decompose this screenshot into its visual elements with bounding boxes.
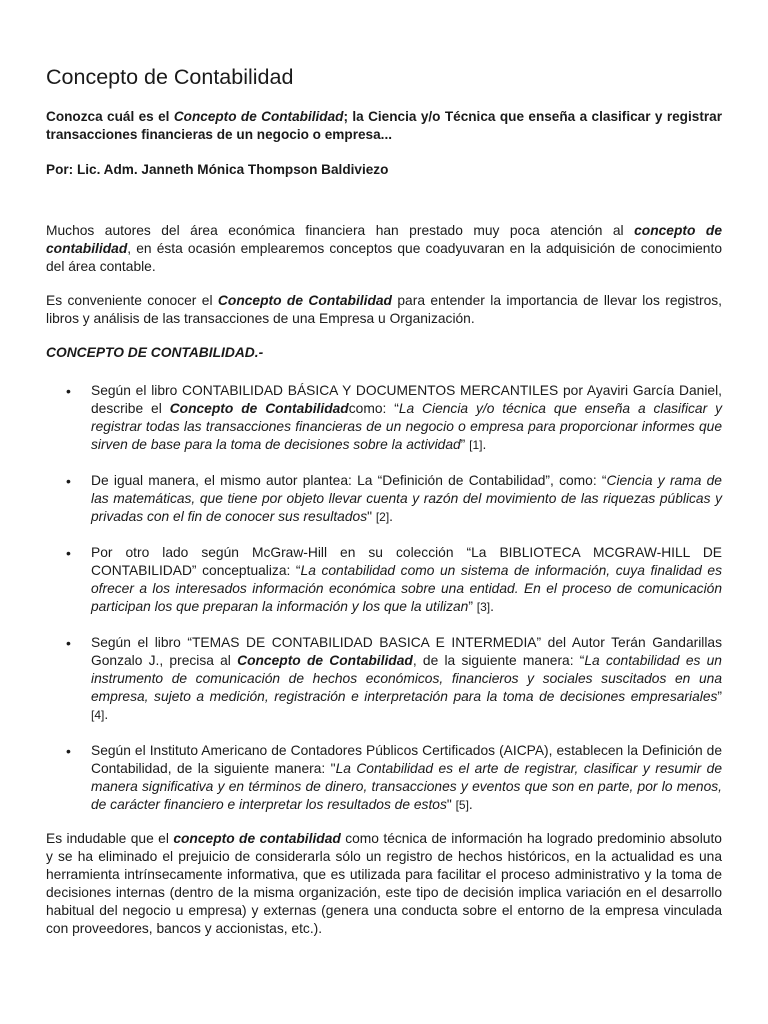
intro-paragraph-1: Muchos autores del área económica financiera han prestado muy poca atención al concepto de contabilidad, en ésta ocasión emplearemos conceptos que coadyuvaran en la adquisición de conocimiento del área contable. (46, 223, 722, 274)
footnote-ref: [3] (476, 600, 491, 614)
subtitle-emphasis: Concepto de Contabilidad (173, 109, 344, 124)
author-line: Por: Lic. Adm. Janneth Mónica Thompson Baldiviezo (46, 162, 389, 177)
footnote-ref: [2] (375, 510, 390, 524)
footnote-ref: [5] (455, 798, 469, 812)
list-item: • Según el Instituto Americano de Contadores Públicos Certificados (AICPA), establecen la Definición de Contabilidad, de la siguiente manera: "La Contabilidad es el arte de registrar, clasificar y resumir de manera significativa y en términos de dinero, transacciones y eventos que son en parte, por lo menos, de carácter financiero e interpretar los resultados de estos" [5]. (46, 742, 722, 814)
subtitle-suffix: ; la Ciencia y/o Técnica que enseña a clasificar y registrar transacciones financieras de un negocio o empresa... (46, 109, 722, 142)
section-heading: CONCEPTO DE CONTABILIDAD.- (46, 345, 264, 360)
subtitle (46, 108, 722, 144)
definitions-list (46, 382, 722, 814)
list-item: • Según el libro CONTABILIDAD BÁSICA Y DOCUMENTOS MERCANTILES por Ayaviri García Daniel, describe el Concepto de Contabilidadcomo: “La Ciencia y/o técnica que enseña a clasificar y registrar todas las transacciones financieras de un negocio o empresa para proporcionar informes que sirven de base para la toma de decisiones sobre la actividad” [1]. (46, 382, 722, 454)
page-title: Concepto de Contabilidad (46, 65, 294, 89)
list-item: • De igual manera, el mismo autor plantea: La “Definición de Contabilidad”, como: “Ciencia y rama de las matemáticas, que tiene por objeto llevar cuenta y razón del movimiento de las riquezas públicas y privadas con el fin de conocer sus resultados" [2]. (46, 472, 722, 526)
subtitle-prefix: Conozca cuál es el (46, 109, 174, 124)
list-item: • Según el libro “TEMAS DE CONTABILIDAD BASICA E INTERMEDIA” del Autor Terán Gandarillas Gonzalo J., precisa al Concepto de Contabilidad, de la siguiente manera: “La contabilidad es un instrumento de comunicación de hechos económicos, financieros y sociales suscitados en una empresa, sujeto a medición, registración e interpretación para la toma de decisiones empresariales” [4]. (46, 634, 722, 724)
footnote-ref: [4] (91, 708, 105, 722)
list-item: • Por otro lado según McGraw-Hill en su colección “La BIBLIOTECA MCGRAW-HILL DE CONTABILIDAD” conceptualiza: “La contabilidad como un sistema de información, cuya finalidad es ofrecer a los interesados información económica sobre una entidad. En el proceso de comunicación participan los que preparan la información y los que la utilizan” [3]. (46, 544, 722, 616)
closing-paragraph: Es indudable que el concepto de contabilidad como técnica de información ha logrado predominio absoluto y se ha eliminado el prejuicio de considerarla sólo un registro de hechos históricos, en la actualidad es una herramienta intrínsecamente informativa, que es utilizada para facilitar el proceso administrativo y la toma de decisiones internas (dentro de la misma organización, este tipo de decisión implica variación en el desarrollo habitual del negocio u empresa) y externas (genera una conducta sobre el entorno de la empresa vinculada con proveedores, bancos y accionistas, etc.). (46, 831, 722, 936)
footnote-ref: [1] (469, 438, 483, 452)
intro-paragraph-2: Es conveniente conocer el Concepto de Contabilidad para entender la importancia de llevar los registros, libros y análisis de las transacciones de una Empresa u Organización. (46, 293, 722, 326)
